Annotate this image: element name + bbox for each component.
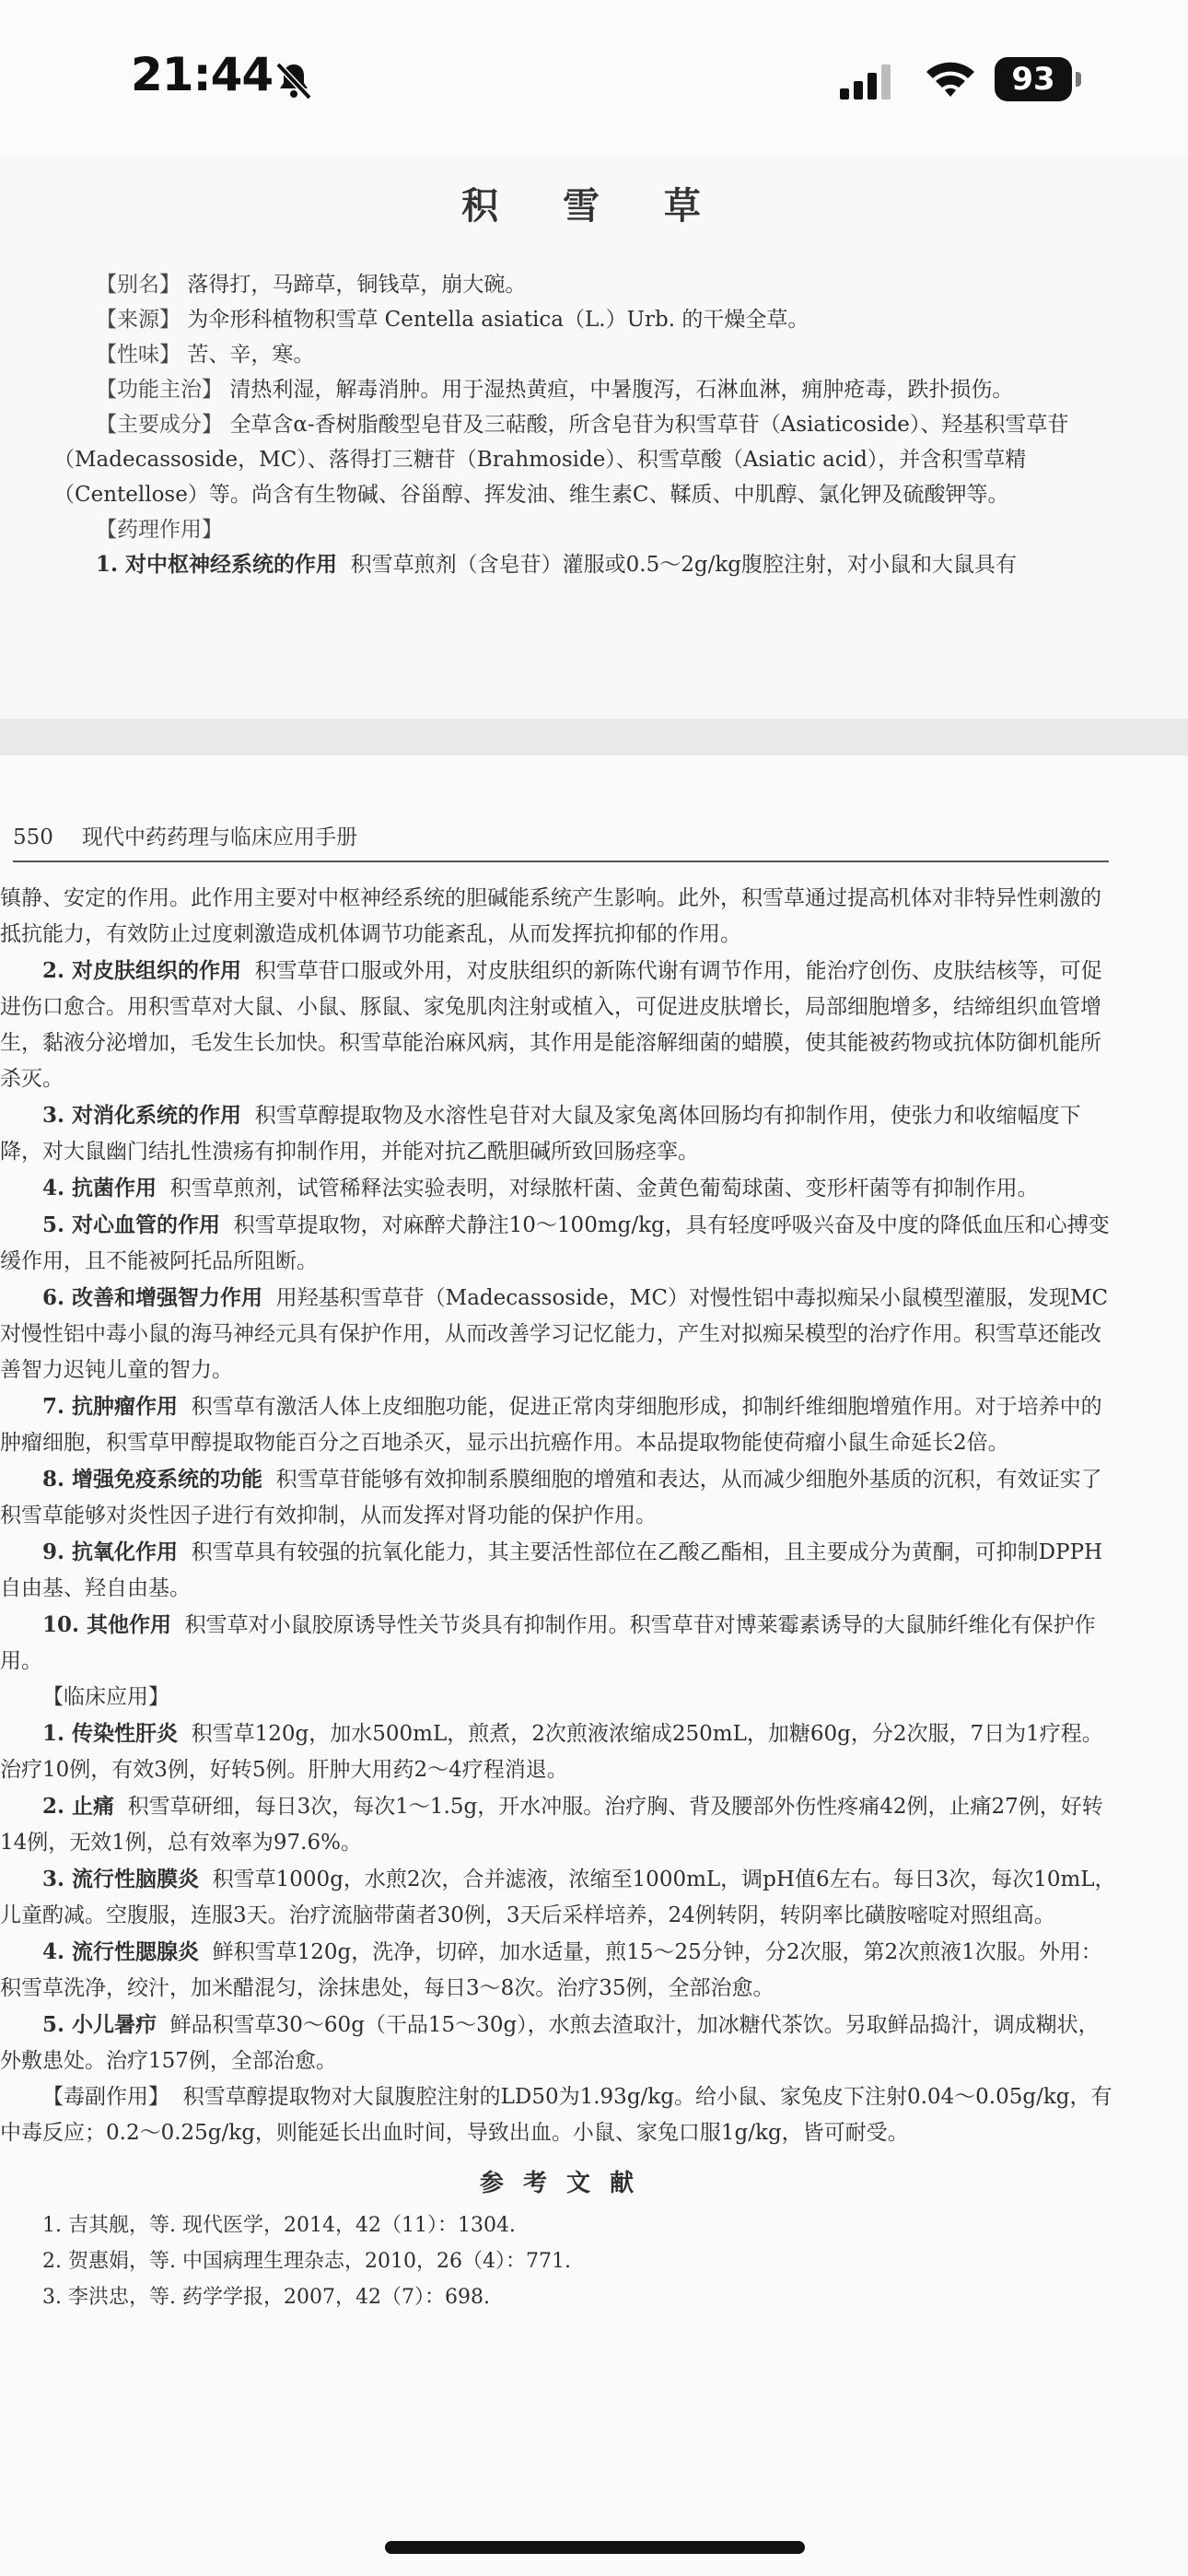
pharma-item: 9. 抗氧化作用 积雪草具有较强的抗氧化能力，其主要活性部位在乙酸乙酯相，且主要成分为黄酮，可抑制DPPH自由基、羟自由基。: [0, 1540, 1103, 1600]
pharma-item: 10. 其他作用 积雪草对小鼠胶原诱导性关节炎具有抑制作用。积雪草苷对博莱霉素诱导的大鼠肺纤维化有保护作用。: [0, 1612, 1096, 1673]
bell-slash-icon: [273, 59, 315, 101]
info-source: 【来源】 为伞形科植物积雪草 Centella asiatica（L.）Urb. 的干燥全草。: [96, 308, 809, 332]
pharma-item-1: 1. 对中枢神经系统的作用 积雪草煎剂（含皂苷）灌服或0.5～2g/kg腹腔注射，对小鼠和大鼠具有: [96, 552, 1017, 577]
book-page-550: [0, 755, 1188, 2576]
references-heading: 参 考 文 献: [479, 2170, 640, 2197]
clinical-item: 3. 流行性脑膜炎 积雪草1000g，水煎2次，合并滤液，浓缩至1000mL，调pH值6左右。每日3次，每次10mL，儿童酌减。空腹服，连服3天。治疗流脑带菌者30例，3天后采样培养，24例转阴，转阴率比磺胺嘧啶对照组高。: [0, 1867, 1116, 1927]
clinical-item: 2. 止痛 积雪草研细，每日3次，每次1～1.5g，开水冲服。治疗胸、背及腰部外伤性疼痛42例，止痛27例，好转14例，无效1例，总有效率为97.6%。: [0, 1794, 1103, 1855]
status-bar: [0, 0, 1188, 157]
page-number: 550: [13, 825, 53, 849]
reference-item: 2. 贺惠娟，等. 中国病理生理杂志，2010，26（4）：771.: [42, 2250, 571, 2273]
cellular-signal-icon: [840, 64, 893, 100]
home-indicator[interactable]: [385, 2541, 805, 2554]
wifi-icon: [925, 59, 976, 100]
book-title: 现代中药药理与临床应用手册: [82, 825, 357, 849]
reference-item: 3. 李洪忠，等. 药学学报，2007，42（7）：698.: [42, 2286, 490, 2309]
pharma-item: 7. 抗肿瘤作用 积雪草有激活人体上皮细胞功能，促进正常肉芽细胞形成，抑制纤维细胞增殖作用。对于培养中的肿瘤细胞，积雪草甲醇提取物能百分之百地杀灭，显示出抗癌作用。本品提取物能使荷瘤小鼠生命延长2倍。: [0, 1394, 1102, 1455]
pharma-item: 6. 改善和增强智力作用 用羟基积雪草苷（Madecassoside，MC）对慢性铝中毒拟痴呆小鼠模型灌服，发现MC对慢性铝中毒小鼠的海马神经元具有保护作用，从而改善学习记忆能力，产生对拟痴呆模型的治疗作用。积雪草还能改善智力迟钝儿童的智力。: [0, 1285, 1109, 1382]
battery-level: 93: [995, 57, 1072, 101]
battery-nub: [1076, 72, 1081, 87]
pharma-item: 8. 增强免疫系统的功能 积雪草苷能够有效抑制系膜细胞的增殖和表达，从而减少细胞外基质的沉积，有效证实了积雪草能够对炎性因子进行有效抑制，从而发挥对肾功能的保护作用。: [0, 1467, 1102, 1528]
page-title: 积 雪 草: [461, 184, 727, 228]
clinical-heading: 【临床应用】: [42, 1685, 169, 1709]
page-body: [0, 881, 1119, 2315]
info-nature: 【性味】 苦、辛，寒。: [96, 343, 315, 367]
reference-item: 1. 吉其舰，等. 现代医学，2014，42（11）：1304.: [42, 2214, 516, 2237]
pharma-item: 4. 抗菌作用 积雪草煎剂，试管稀释法实验表明，对绿脓杆菌、金黄色葡萄球菌、变形杆菌等有抑制作用。: [42, 1176, 1039, 1200]
info-components: 【主要成分】 全草含α-香树脂酸型皂苷及三萜酸，所含皂苷为积雪草苷（Asiaticoside）、羟基积雪草苷（Madecassoside，MC）、落得打三糖苷（Brahmoside）、积雪草酸（Asiatic acid），并含积雪草精（Centellose）等。尚含有生物碱、谷甾醇、挥发油、维生素C、鞣质、中肌醇、氯化钾及硫酸钾等。: [53, 413, 1069, 507]
page-gap: [0, 719, 1188, 755]
herb-info: [53, 267, 1159, 582]
battery-indicator: [995, 57, 1083, 101]
info-function: 【功能主治】 清热利湿，解毒消肿。用于湿热黄疸，中暑腹泻，石淋血淋，痈肿疮毒，跌扑损伤。: [96, 378, 1014, 402]
status-time: 21:44: [131, 48, 274, 101]
clinical-item: 1. 传染性肝炎 积雪草120g，加水500mL，煎煮，2次煎液浓缩成250mL，加糖60g，分2次服，7日为1疗程。治疗10例，有效3例，好转5例。肝肿大用药2～4疗程消退。: [0, 1721, 1103, 1782]
info-pharma-heading: 【药理作用】: [96, 518, 223, 542]
continuation-text: 镇静、安定的作用。此作用主要对中枢神经系统的胆碱能系统产生影响。此外，积雪草通过提高机体对非特异性刺激的抵抗能力，有效防止过度刺激造成机体调节功能紊乱，从而发挥抗抑郁的作用。: [0, 886, 1101, 946]
toxicity-section: 【毒副作用】 积雪草醇提取物对大鼠腹腔注射的LD50为1.93g/kg。给小鼠、家兔皮下注射0.04～0.05g/kg，有中毒反应；0.2～0.25g/kg，则能延长出血时间，导致出血。小鼠、家兔口服1g/kg，皆可耐受。: [0, 2085, 1112, 2145]
pharma-item: 5. 对心血管的作用 积雪草提取物，对麻醉犬静注10～100mg/kg，具有轻度呼吸兴奋及中度的降低血压和心搏变缓作用，且不能被阿托品所阻断。: [0, 1212, 1110, 1273]
book-page-top: [0, 157, 1188, 719]
running-header: [13, 820, 1109, 862]
pharma-item: 2. 对皮肤组织的作用 积雪草苷口服或外用，对皮肤组织的新陈代谢有调节作用，能治疗创伤、皮肤结核等，可促进伤口愈合。用积雪草对大鼠、小鼠、豚鼠、家兔肌肉注射或植入，可促进皮肤增长，局部细胞增多，结缔组织血管增生，黏液分泌增加，毛发生长加快。积雪草能治麻风病，其作用是能溶解细菌的蜡膜，使其能被药物或抗体防御机能所杀灭。: [0, 958, 1102, 1091]
pharma-item: 3. 对消化系统的作用 积雪草醇提取物及水溶性皂苷对大鼠及家兔离体回肠均有抑制作用，使张力和收缩幅度下降，对大鼠幽门结扎性溃疡有抑制作用，并能对抗乙酰胆碱所致回肠痉挛。: [0, 1103, 1081, 1164]
clinical-item: 5. 小儿暑疖 鲜品积雪草30～60g（干品15～30g），水煎去渣取汁，加冰糖代茶饮。另取鲜品捣汁，调成糊状，外敷患处。治疗157例，全部治愈。: [0, 2012, 1100, 2073]
info-alias: 【别名】 落得打，马蹄草，铜钱草，崩大碗。: [96, 273, 527, 297]
clinical-item: 4. 流行性腮腺炎 鲜积雪草120g，洗净，切碎，加水适量，煎15～25分钟，分2次服，第2次煎液1次服。外用：积雪草洗净，绞汁，加米醋混匀，涂抹患处，每日3～8次。治疗35例，全部治愈。: [0, 1939, 1102, 2000]
